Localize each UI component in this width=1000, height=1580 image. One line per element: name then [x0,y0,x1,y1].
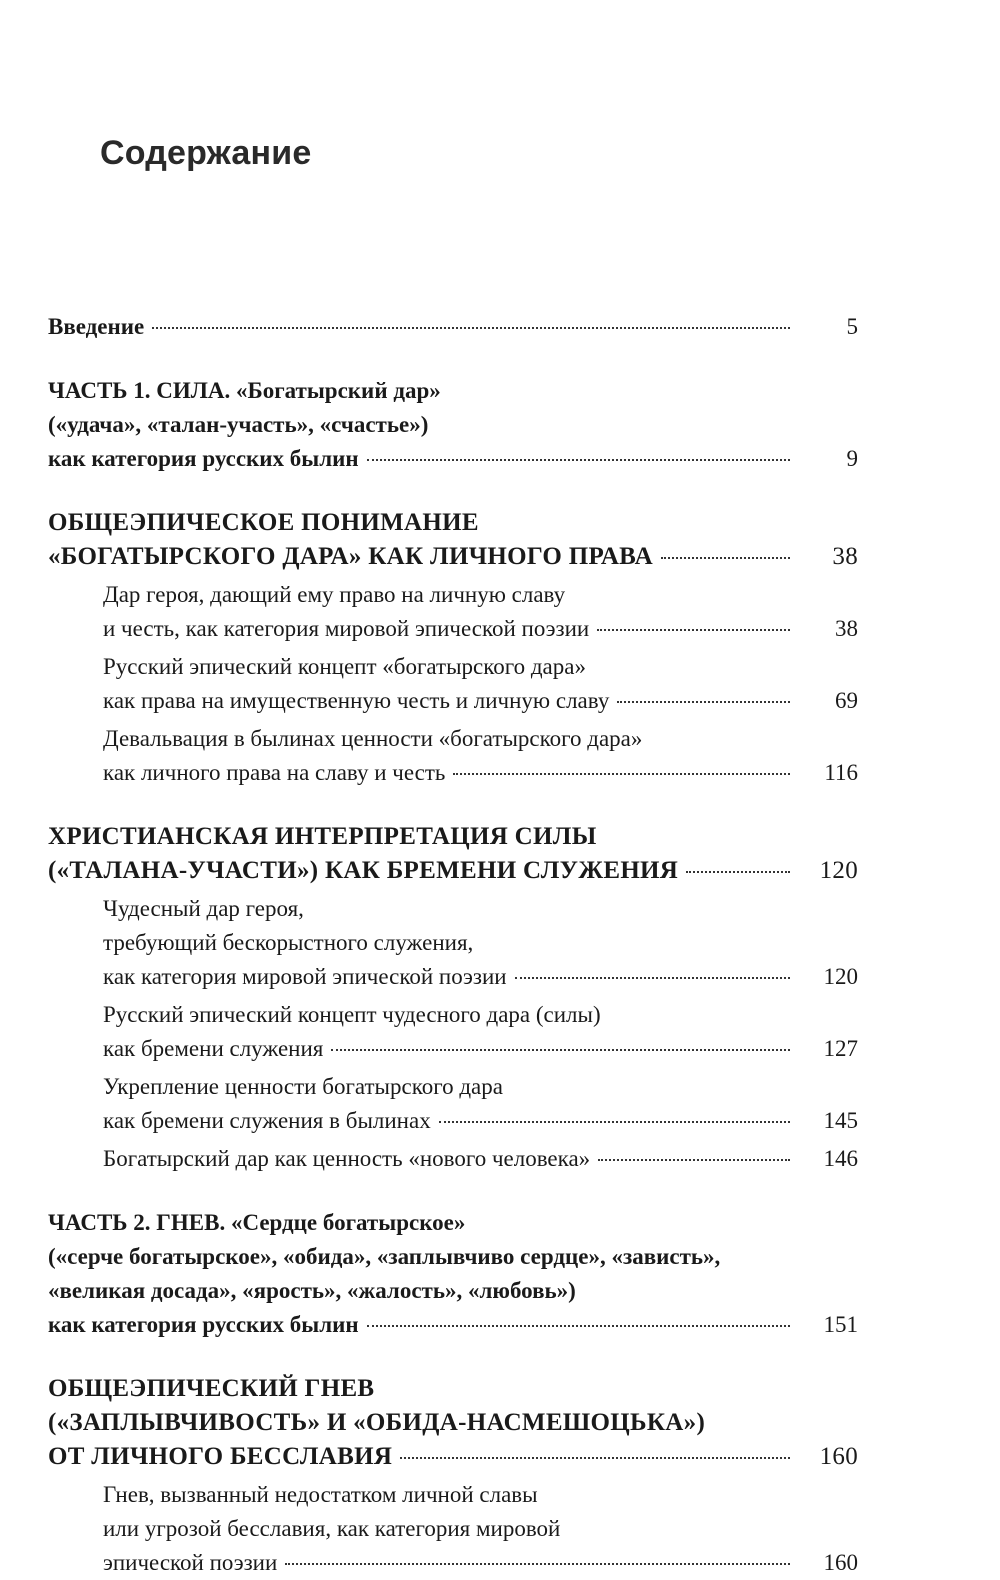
toc-entry-line: Укрепление ценности богатырского дара [103,1074,503,1099]
page-number: 160 [823,1550,858,1575]
toc-entry-line: как права на имущественную честь и личную славу [103,688,610,713]
toc-entry-section [48,1070,858,1138]
toc-entry-line: Гнев, вызванный недостатком личной славы [103,1482,538,1507]
toc-entry-last-line [48,1440,858,1474]
dot-leader [515,977,790,979]
toc-entry-line: Чудесный дар героя, [103,896,304,921]
toc-entry-section [48,998,858,1066]
toc-entry-line: ОБЩЕЭПИЧЕСКОЕ ПОНИМАНИЕ [48,509,479,536]
page-number: 120 [823,964,858,989]
toc-entry-section [48,1142,858,1176]
table-of-contents [48,310,858,1580]
toc-entry-last-line [48,540,858,574]
toc-entry-line: («серче богатырское», «обида», «заплывчиво сердце», «зависть», [48,1244,721,1269]
toc-entry-line: Введение [48,314,145,339]
toc-entry-last-line [103,1142,858,1176]
toc-entry-line: («удача», «талан-участь», «счастье») [48,412,429,437]
toc-entry-line: Дар героя, дающий ему право на личную славу [103,582,566,607]
toc-entry-section [48,722,858,790]
toc-entry-line: как бремени служения в былинах [103,1108,431,1133]
toc-entry-last-line [48,854,858,888]
dot-leader [439,1121,790,1123]
toc-entry-part [48,1206,858,1342]
toc-entry-last-line [48,310,858,344]
toc-entry-line: («ЗАПЛЫВЧИВОСТЬ» И «ОБИДА-НАСМЕШОЦЬКА») [48,1409,706,1436]
toc-entry-last-line [103,1032,858,1066]
page-number: 38 [832,543,858,570]
toc-entry-line: ОБЩЕЭПИЧЕСКИЙ ГНЕВ [48,1375,375,1402]
toc-entry-part [48,374,858,476]
toc-entry-line: или угрозой бесславия, как категория мировой [103,1516,561,1541]
page-title: Содержание [100,134,312,172]
toc-entry-last-line [48,442,858,476]
page-number: 145 [823,1108,858,1133]
toc-entry-part [48,310,858,344]
toc-entry-line: ОТ ЛИЧНОГО БЕССЛАВИЯ [48,1443,393,1470]
dot-leader [453,773,790,775]
toc-entry-line: «великая досада», «ярость», «жалость», «любовь») [48,1278,576,1303]
toc-entry-line: ЧАСТЬ 2. ГНЕВ. «Сердце богатырское» [48,1210,466,1235]
toc-entry-line: требующий бескорыстного служения, [103,930,474,955]
toc-entry-last-line [103,612,858,646]
toc-entry-chapter [48,1372,858,1474]
toc-entry-line: Девальвация в былинах ценности «богатырского дара» [103,726,643,751]
toc-entry-section [48,1478,858,1580]
dot-leader [617,701,790,703]
toc-entry-section [48,892,858,994]
dot-leader [285,1563,790,1565]
dot-leader [152,327,790,329]
toc-entry-section [48,650,858,718]
toc-entry-line: Богатырский дар как ценность «нового человека» [103,1146,591,1171]
page-number: 120 [819,857,858,884]
toc-entry-line: Русский эпический концепт «богатырского дара» [103,654,586,679]
toc-entry-line: и честь, как категория мировой эпической поэзии [103,616,590,641]
toc-entry-line: как категория русских былин [48,1312,359,1337]
page-number: 5 [846,314,858,339]
page-number: 151 [823,1312,858,1337]
toc-entry-line: эпической поэзии [103,1550,278,1575]
toc-entry-line: («ТАЛАНА-УЧАСТИ») КАК БРЕМЕНИ СЛУЖЕНИЯ [48,857,679,884]
toc-entry-last-line [103,756,858,790]
dot-leader [367,1325,790,1327]
toc-entry-last-line [103,1104,858,1138]
toc-entry-chapter [48,820,858,888]
page-number: 69 [835,688,858,713]
dot-leader [367,459,790,461]
toc-entry-line: Русский эпический концепт чудесного дара (силы) [103,1002,601,1027]
page-number: 9 [846,446,858,471]
toc-entry-line: как категория мировой эпической поэзии [103,964,507,989]
toc-entry-last-line [48,1308,858,1342]
toc-entry-line: ХРИСТИАНСКАЯ ИНТЕРПРЕТАЦИЯ СИЛЫ [48,823,597,850]
page-number: 127 [823,1036,858,1061]
toc-entry-line: «БОГАТЫРСКОГО ДАРА» КАК ЛИЧНОГО ПРАВА [48,543,653,570]
toc-entry-line: как категория русских былин [48,446,359,471]
page-number: 38 [835,616,858,641]
dot-leader [331,1049,790,1051]
page-number: 160 [819,1443,858,1470]
dot-leader [598,1159,790,1161]
dot-leader [400,1457,790,1459]
dot-leader [686,871,790,873]
page-number: 146 [823,1146,858,1171]
dot-leader [597,629,790,631]
dot-leader [661,557,790,559]
toc-entry-last-line [103,684,858,718]
toc-entry-line: как личного права на славу и честь [103,760,446,785]
toc-entry-line: ЧАСТЬ 1. СИЛА. «Богатырский дар» [48,378,441,403]
page-number: 116 [824,760,858,785]
toc-entry-line: как бремени служения [103,1036,324,1061]
toc-entry-last-line [103,1546,858,1580]
toc-entry-section [48,578,858,646]
toc-entry-chapter [48,506,858,574]
toc-entry-last-line [103,960,858,994]
